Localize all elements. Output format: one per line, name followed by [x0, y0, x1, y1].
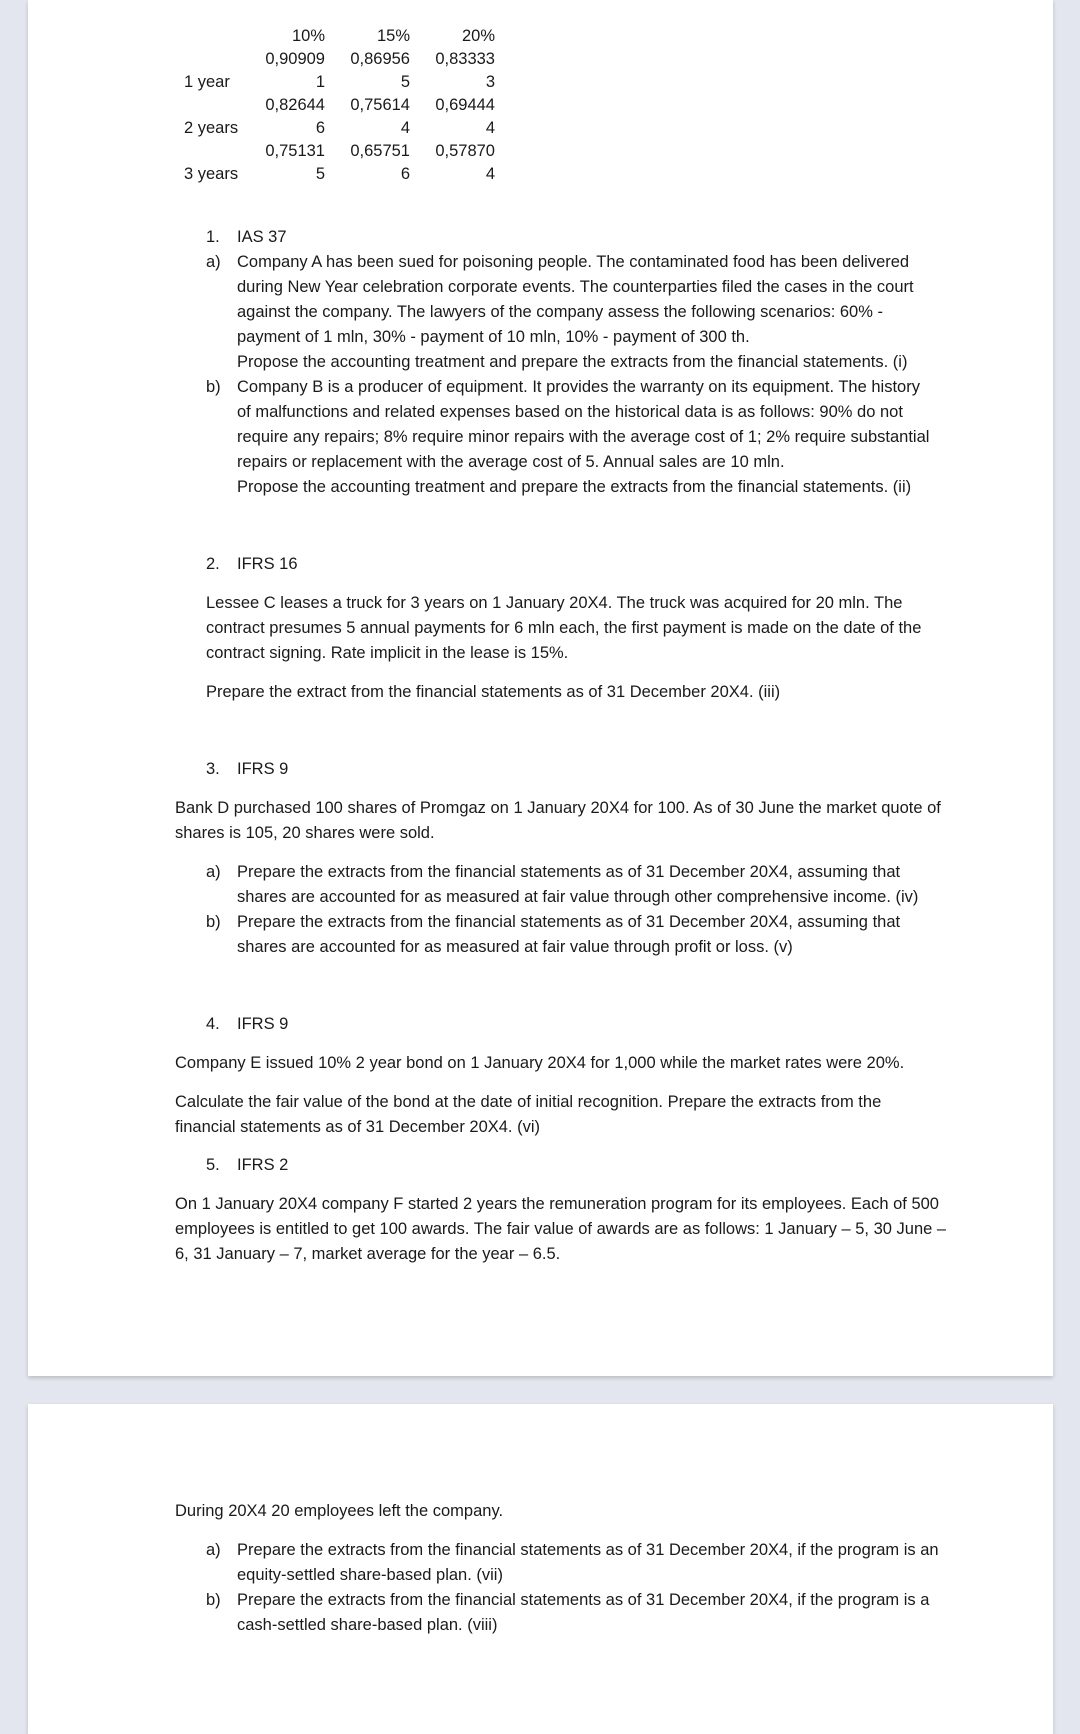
text-line: equity-settled share-based plan. (vii)	[237, 1566, 503, 1584]
item-marker: a)	[206, 1541, 221, 1559]
table-row-label: 2 years	[184, 119, 239, 137]
table-cell: 4	[400, 119, 410, 137]
item-marker: b)	[206, 1591, 221, 1609]
table-row-label: 3 years	[184, 165, 239, 183]
question-title: IFRS 2	[237, 1156, 289, 1174]
text-line: financial statements as of 31 December 20X4. (vi)	[175, 1118, 541, 1136]
text-line: of malfunctions and related expenses based on the historical data is as follows: 90% do not	[237, 403, 903, 421]
table-cell: 4	[485, 165, 495, 183]
table-cell: 6	[400, 165, 410, 183]
document-page-2	[28, 1404, 1053, 1734]
item-marker: b)	[206, 378, 221, 396]
question-number: 4.	[206, 1015, 220, 1033]
text-line: Prepare the extracts from the financial statements as of 31 December 20X4, if the program is an	[237, 1541, 939, 1559]
text-line: Lessee C leases a truck for 3 years on 1 January 20X4. The truck was acquired for 20 mln. The	[206, 594, 903, 612]
question-number: 3.	[206, 760, 220, 778]
text-line: Propose the accounting treatment and prepare the extracts from the financial statements. (i)	[237, 353, 908, 371]
table-cell: 0,69444	[435, 96, 495, 114]
text-line: Company B is a producer of equipment. It provides the warranty on its equipment. The history	[237, 378, 920, 396]
text-line: Prepare the extracts from the financial statements as of 31 December 20X4, if the program is a	[237, 1591, 930, 1609]
document-page-1	[28, 0, 1053, 1376]
question-title: IFRS 16	[237, 555, 298, 573]
text-line: contract presumes 5 annual payments for 6 mln each, the first payment is made on the date of the	[206, 619, 922, 637]
question-number: 2.	[206, 555, 220, 573]
text-line: contract signing. Rate implicit in the lease is 15%.	[206, 644, 569, 662]
text-line: shares are accounted for as measured at fair value through profit or loss. (v)	[237, 938, 793, 956]
item-marker: a)	[206, 863, 221, 881]
text-line: employees is entitled to get 100 awards. The fair value of awards are as follows: 1 January – 5, 30 June –	[175, 1220, 947, 1238]
text-line: require any repairs; 8% require minor repairs with the average cost of 1; 2% require substantial	[237, 428, 930, 446]
text-line: shares is 105, 20 shares were sold.	[175, 824, 435, 842]
text-line: Propose the accounting treatment and prepare the extracts from the financial statements. (ii)	[237, 478, 912, 496]
table-cell: 0,83333	[435, 50, 495, 68]
text-line: Bank D purchased 100 shares of Promgaz on 1 January 20X4 for 100. As of 30 June the market quote of	[175, 799, 941, 817]
text-line: Prepare the extract from the financial statements as of 31 December 20X4. (iii)	[206, 683, 781, 701]
table-cell: 6	[315, 119, 325, 137]
question-title: IFRS 9	[237, 1015, 289, 1033]
text-line: Company E issued 10% 2 year bond on 1 January 20X4 for 1,000 while the market rates were 20%.	[175, 1054, 905, 1072]
table-cell: 1	[315, 73, 325, 91]
table-cell: 5	[400, 73, 410, 91]
item-marker: a)	[206, 253, 221, 271]
text-line: payment of 1 mln, 30% - payment of 10 mln, 10% - payment of 300 th.	[237, 328, 750, 346]
table-cell: 0,65751	[350, 142, 410, 160]
text-line: During 20X4 20 employees left the company.	[175, 1502, 504, 1520]
table-cell: 3	[485, 73, 495, 91]
text-line: shares are accounted for as measured at fair value through other comprehensive income. (iv)	[237, 888, 919, 906]
table-header: 15%	[376, 27, 410, 45]
question-number: 1.	[206, 228, 220, 246]
text-line: Prepare the extracts from the financial statements as of 31 December 20X4, assuming that	[237, 913, 901, 931]
table-cell: 0,86956	[350, 50, 410, 68]
table-cell: 0,75614	[350, 96, 410, 114]
text-line: against the company. The lawyers of the company assess the following scenarios: 60% -	[237, 303, 883, 321]
text-line: 6, 31 January – 7, market average for the year – 6.5.	[175, 1245, 561, 1263]
item-marker: b)	[206, 913, 221, 931]
question-title: IFRS 9	[237, 760, 289, 778]
table-cell: 5	[315, 165, 325, 183]
table-cell: 0,75131	[265, 142, 325, 160]
text-line: cash-settled share-based plan. (viii)	[237, 1616, 498, 1634]
table-cell: 4	[485, 119, 495, 137]
table-cell: 0,57870	[435, 142, 495, 160]
text-line: On 1 January 20X4 company F started 2 years the remuneration program for its employees. Each of 500	[175, 1195, 939, 1213]
table-cell: 0,82644	[265, 96, 325, 114]
text-line: repairs or replacement with the average cost of 5. Annual sales are 10 mln.	[237, 453, 785, 471]
table-header: 10%	[291, 27, 325, 45]
text-line: during New Year celebration corporate events. The counterparties filed the cases in the court	[237, 278, 914, 296]
question-number: 5.	[206, 1156, 220, 1174]
text-line: Company A has been sued for poisoning people. The contaminated food has been delivered	[237, 253, 910, 271]
question-title: IAS 37	[237, 228, 287, 246]
text-line: Calculate the fair value of the bond at the date of initial recognition. Prepare the extracts from the	[175, 1093, 882, 1111]
text-line: Prepare the extracts from the financial statements as of 31 December 20X4, assuming that	[237, 863, 901, 881]
table-header: 20%	[461, 27, 495, 45]
table-row-label: 1 year	[184, 73, 230, 91]
table-cell: 0,90909	[265, 50, 325, 68]
